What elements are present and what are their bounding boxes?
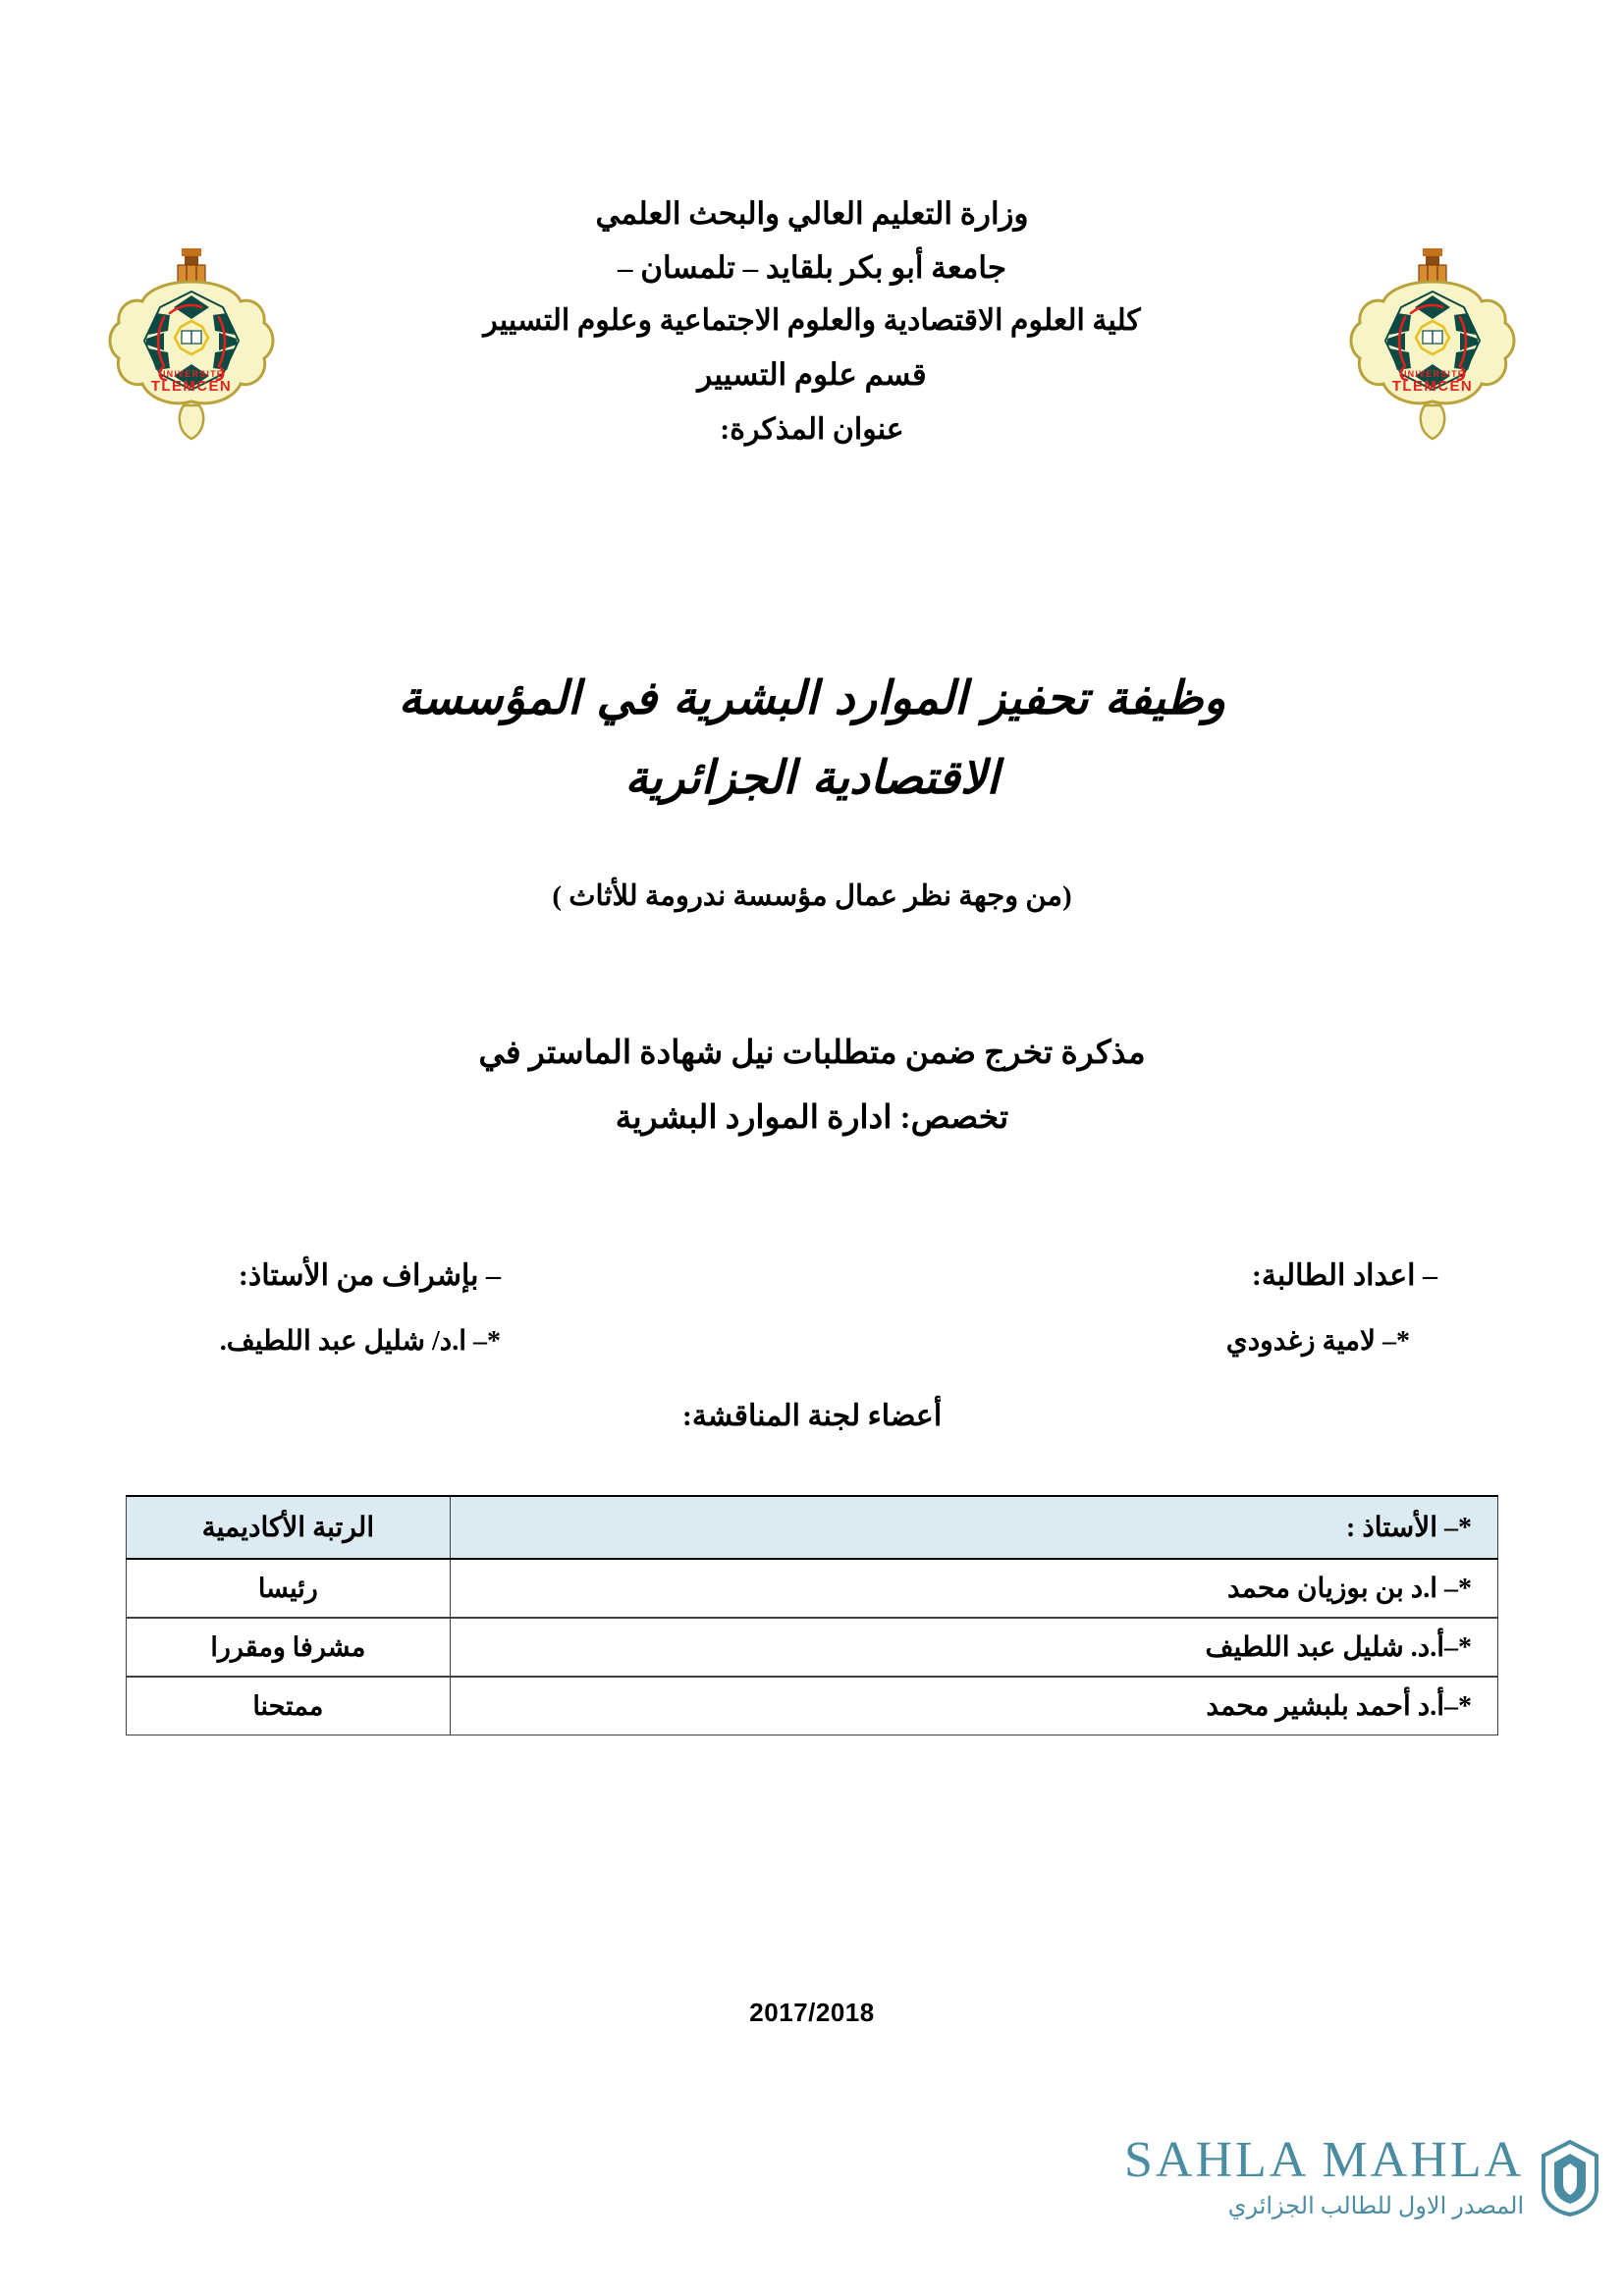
column-header-rank: الرتبة الأكاديمية bbox=[127, 1496, 451, 1559]
jury-table bbox=[126, 1495, 1498, 1735]
authorship-section bbox=[128, 1258, 1496, 1358]
academic-year: 2017/2018 bbox=[749, 1998, 875, 2027]
jury-member-name: *–أ.د أحمد بلبشير محمد bbox=[450, 1677, 1497, 1735]
supervisor-name: *– ا.د/ شليل عبد اللطيف. bbox=[219, 1326, 501, 1357]
svg-text:UNIVERSITE: UNIVERSITE bbox=[1399, 369, 1466, 379]
department-line: قسم علوم التسيير bbox=[697, 356, 927, 392]
table-row bbox=[127, 1677, 1498, 1735]
jury-table-container bbox=[126, 1495, 1498, 1735]
student-block bbox=[1064, 1258, 1496, 1358]
thesis-subtitle: (من وجهة نظر عمال مؤسسة ندرومة للأثاث ) bbox=[552, 881, 1072, 912]
jury-member-rank: مشرفا ومقررا bbox=[127, 1618, 451, 1677]
svg-text:TLEMCEN: TLEMCEN bbox=[150, 378, 233, 395]
institution-header bbox=[0, 187, 1624, 455]
svg-text:TLEMCEN: TLEMCEN bbox=[1391, 378, 1474, 395]
table-row bbox=[127, 1618, 1498, 1677]
jury-member-name: *–أ.د. شليل عبد اللطيف bbox=[450, 1618, 1497, 1677]
jury-member-rank: ممتحنا bbox=[127, 1677, 451, 1735]
jury-member-rank: رئيسا bbox=[127, 1559, 451, 1618]
column-header-name: *– الأستاذ : bbox=[450, 1496, 1497, 1559]
jury-member-name: *– ا.د بن بوزيان محمد bbox=[450, 1559, 1497, 1618]
student-name: *– لامية زغدودي bbox=[1225, 1326, 1410, 1357]
degree-line-1: مذكرة تخرج ضمن متطلبات نيل شهادة الماستر في bbox=[478, 1036, 1146, 1071]
jury-heading: أعضاء لجنة المناقشة: bbox=[681, 1400, 943, 1432]
faculty-line: كلية العلوم الاقتصادية والعلوم الاجتماعية وعلوم التسيير bbox=[483, 304, 1141, 338]
ministry-line: وزارة التعليم العالي والبحث العلمي bbox=[595, 196, 1029, 231]
thesis-title-line-1: وظيفة تحفيز الموارد البشرية في المؤسسة bbox=[398, 671, 1226, 725]
supervisor-heading: – بإشراف من الأستاذ: bbox=[238, 1259, 501, 1292]
sahla-mahla-watermark bbox=[1124, 2132, 1546, 2220]
student-heading: – اعداد الطالبة: bbox=[1251, 1259, 1437, 1292]
thesis-title-line-2: الاقتصادية الجزائرية bbox=[624, 750, 1000, 805]
supervisor-block bbox=[128, 1258, 589, 1358]
degree-specialization: تخصص: ادارة الموارد البشرية bbox=[615, 1100, 1009, 1136]
watermark-title: SAHLA MAHLA bbox=[1124, 2132, 1525, 2188]
svg-text:UNIVERSITE: UNIVERSITE bbox=[158, 369, 225, 379]
watermark-subtitle: المصدر الاول للطالب الجزائري bbox=[1227, 2194, 1525, 2219]
thesis-title-label: عنوان المذكرة: bbox=[720, 412, 904, 446]
table-header-row bbox=[127, 1496, 1498, 1559]
watermark-logo-icon bbox=[1540, 2140, 1600, 2216]
watermark-text bbox=[1124, 2132, 1525, 2220]
university-line: جامعة أبو بكر بلقايد – تلمسان – bbox=[618, 250, 1006, 286]
thesis-title bbox=[0, 660, 1624, 819]
table-row bbox=[127, 1559, 1498, 1618]
degree-statement bbox=[0, 1021, 1624, 1150]
